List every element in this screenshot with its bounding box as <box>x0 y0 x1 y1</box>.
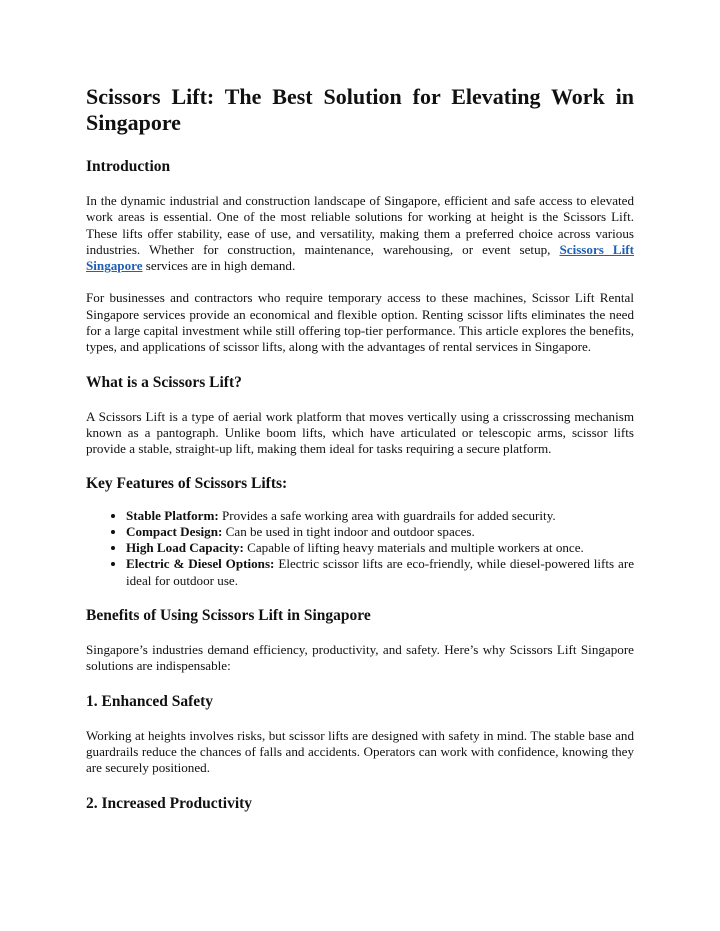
feature-label: Stable Platform: <box>126 507 219 523</box>
list-item <box>126 508 634 524</box>
feature-label: Compact Design: <box>126 523 223 539</box>
heading-benefits: Benefits of Using Scissors Lift in Singapore <box>86 607 371 625</box>
scissors-lift-singapore-link[interactable]: Scissors Lift Singapore <box>86 241 634 274</box>
intro-p1-text-before-link: In the dynamic industrial and construction landscape of Singapore, efficient and safe access to elevated work areas is essential. One of the most reliable solutions for working at height is the Scissors Lift. These lifts offer stability, ease of use, and versatility, making them a preferred choice across various industries. Whether for construction, maintenance, warehousing, or event setup, <box>86 193 634 257</box>
heading-what-is: What is a Scissors Lift? <box>86 373 242 391</box>
feature-label: Electric & Diesel Options: <box>126 556 275 572</box>
paragraph-benefits: Singapore’s industries demand efficiency, productivity, and safety. Here’s why Scissors Lift Singapore solutions are indispensable: <box>86 642 634 674</box>
heading-enhanced-safety: 1. Enhanced Safety <box>86 692 214 710</box>
heading-introduction: Introduction <box>86 158 171 175</box>
feature-text: Can be used in tight indoor and outdoor spaces. <box>222 523 475 539</box>
intro-p1-text-after-link: services are in high demand. <box>142 258 296 274</box>
feature-label: High Load Capacity: <box>126 540 244 556</box>
paragraph-enhanced-safety: Working at heights involves risks, but scissor lifts are designed with safety in mind. The stable base and guardrails reduce the chances of falls and accidents. Operators can work with confidence, knowing they are securely positioned. <box>86 727 634 776</box>
list-item <box>126 540 634 556</box>
feature-text: Provides a safe working area with guardrails for added security. <box>218 507 556 523</box>
list-item <box>126 556 634 589</box>
heading-increased-productivity: 2. Increased Productivity <box>86 794 253 812</box>
feature-text: Capable of lifting heavy materials and multiple workers at once. <box>243 540 584 556</box>
paragraph-intro-2: For businesses and contractors who require temporary access to these machines, Scissor Lift Rental Singapore services provide an economical and flexible option. Renting scissor lifts eliminates the need for a large capital investment while still offering top-tier performance. This article explores the benefits, types, and applications of scissor lifts, along with the advantages of rental services in Singapore. <box>86 290 634 355</box>
document-title: Scissors Lift: The Best Solution for Elevating Work in Singapore <box>86 84 634 135</box>
feature-text: Electric scissor lifts are eco-friendly, while diesel-powered lifts are ideal for outdoor use. <box>126 556 635 588</box>
paragraph-intro-1 <box>86 193 634 274</box>
heading-key-features: Key Features of Scissors Lifts: <box>86 474 288 492</box>
list-item <box>126 524 634 540</box>
features-list <box>86 508 634 589</box>
paragraph-what-is: A Scissors Lift is a type of aerial work platform that moves vertically using a crisscrossing mechanism known as a pantograph. Unlike boom lifts, which have articulated or telescopic arms, scissor lifts provide a stable, straight-up lift, making them ideal for tasks requiring a secure platform. <box>86 408 634 457</box>
